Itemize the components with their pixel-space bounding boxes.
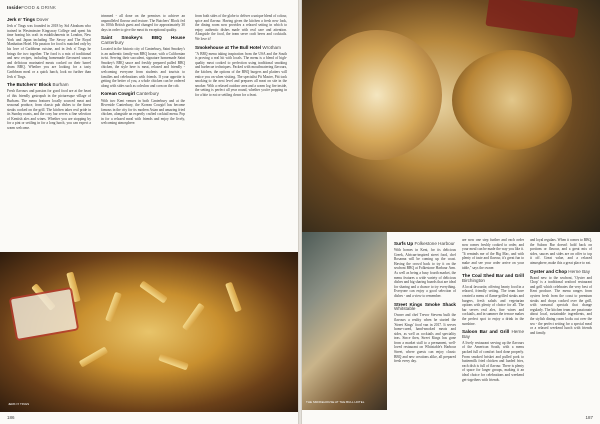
article-body: A local favourite, offering hearty food in a relaxed, friendly setting. The team have created a menu of flame-grilled steaks and burgers, fresh salads and vegetarian options with plenty of choice for all. The bar serves real ales, fine wines and cocktails, and in summer the terrace makes the perfect spot to enjoy a drink in the sunshine. bbox=[462, 284, 524, 326]
article-body: A lively restaurant serving up the flavours of the American South, with a menu packed full of comfort food done properly. From smoked brisket and pulled pork to buttermilk fried chicken and loaded fries, each dish is full of flavour. There is plenty of space for larger groups, making it an ideal choice for celebrations and weekend get-togethers with friends. bbox=[462, 340, 524, 382]
article-body: Located in the historic city of Canterbury, Saint Smokey's is an authentic family-run BBQ house, with a Californian twist. Serving their succulent, signature homemade Saint Smokey's BBQ sauce and freshly prepared pulled BBQ chicken, the style here is meat, relaxed and friendly - welcoming everyone from students and tourists to families and celebrations with friends. If your appetite is getting the better of you, a whole chicken can be ordered along with sides such as coleslaw and corn on the cob. bbox=[101, 47, 185, 88]
running-head-section: Inside bbox=[7, 5, 22, 10]
page-number: 187 bbox=[585, 415, 593, 420]
page-number: 186 bbox=[7, 415, 15, 420]
newspaper-wrap bbox=[9, 287, 80, 341]
article-body: With homes in Kent, for its delicious Greek, African-inspired street food, chef Rosanna will be coming up the coast. Having the crowd back to try it on the seafront BBQ at Folkestone Harbour Arm. As well as being a busy fourth market, the menu features a wide variety of delicious dishes and big sharing boards that are ideal for sharing and a chance to try everything. Everyone can enjoy a good selection of dishes - and a view to remember. bbox=[394, 248, 456, 299]
article-heading: Saloon Bar and Grill Herne Bay bbox=[462, 329, 524, 339]
photo-caption: JERK N' TINGS bbox=[8, 402, 30, 406]
article-body: are now one step further and each order now comes freshly cooked to order, and your meal can be made the way you like it. "It reminds me of the Big Mac, and with plenty of taste and flavour, it's great fun to make and see your order arrive on your table," says the owner. bbox=[462, 238, 524, 270]
article-heading: Saint Smokey's BBQ House Canterbury bbox=[101, 35, 185, 45]
venue-photo bbox=[302, 232, 387, 410]
article-heading: Street Kings Smoke Shack Whitstable bbox=[394, 301, 456, 312]
article-column-3 bbox=[195, 14, 287, 101]
article-heading: Smokehouse at The Bull Hotel Wrotham bbox=[195, 44, 281, 50]
sauce-dish bbox=[485, 0, 578, 38]
running-head-category: FOOD & DRINK bbox=[21, 5, 57, 10]
article-heading: Oyster and Chop Herne Bay bbox=[530, 268, 591, 274]
right-page bbox=[302, 0, 600, 424]
plate bbox=[452, 50, 572, 150]
article-body: trimmed - all done on the premises to achieve an unparalleled flavour and texture. The Butchers' Block fed its 100th British guest and changed for approximately 30 days in order to give the meat its exceptional quality. bbox=[101, 14, 185, 32]
article-column-1 bbox=[7, 14, 91, 134]
article-body: from both sides of the globe to deliver a unique blend of colour, spice and flavour. Having given the kitchen a fresh new look, the dining room now provides a relaxed setting in which to enjoy authentic dishes made with real care and attention. Alongside the food, the team serve craft beers and cocktails. We love it! bbox=[195, 14, 287, 41]
article-heading: The Coal Shed Bar and Grill Birchington bbox=[462, 273, 524, 283]
article-column-5 bbox=[462, 238, 524, 385]
article-heading: Surfs Up Folkestone Harbour bbox=[394, 241, 455, 246]
left-page bbox=[0, 0, 298, 424]
article-column-6 bbox=[530, 238, 592, 338]
article-body: With two Kent venues in both Canterbury and at the Riverside Canterbury, the Korean Cowgirl has become famous in the city for its modern Asian and amazing fried chicken, alongside an expertly crafted cocktail menu. Pop in for a relaxed meal with friends and enjoy the lively, welcoming atmosphere. bbox=[101, 98, 185, 126]
bowl bbox=[312, 30, 442, 160]
article-column-2 bbox=[101, 14, 185, 129]
article-heading: Korean Cowgirl Canterbury bbox=[101, 91, 159, 97]
photo-caption: THE SMOKEHOUSE AT THE BULL HOTEL bbox=[306, 400, 365, 404]
article-column-4 bbox=[394, 238, 456, 367]
article-body: Owner and chef Trevor Stevens built the flavours a reality when he started the 'Street Kings' food van in 2017. It serves home-cured, hand-smoked meats and sides, as well as cocktails and speciality teas. Since then, Street Kings has gone from a market stall to a permanent, well-loved restaurant on Whitstable's Harbour Street, where guests can enjoy classic BBQ and new creations alike, all prepared fresh every day. bbox=[394, 313, 456, 364]
fries-photo bbox=[0, 252, 298, 412]
article-body: and loyal regulars. When it comes to BBQ, the Saloon Bar doesn't hold back on portions or flavour, and a great mix of sides, sauces and sides are on offer to top it off. Great value, and a relaxed atmosphere, make this a great place to eat. bbox=[530, 238, 592, 265]
article-body: Jerk n' Tings was founded in 2018 by Sid Abraham who trained in Westminster Kingsway College and spent his time honing his craft in establishments in London, New York and Japan including The Savoy and The Royal Manhattan Hotel. His passion for food is matched only by his love of Caribbean cuisine, and in Jerk n' Tings he brings the two together. The food is a mix of traditional and new recipes, including homemade flavoured sauces and delicious marinated meats cooked on their barrel drum BBQ. Whether you are looking for a tasty Caribbean meal or a quick lunch, look no further than Jerk n' Tings. bbox=[7, 24, 91, 79]
bbq-dish-photo bbox=[302, 0, 600, 232]
article-body: Brand new to the seafront, 'Oyster and Chop' is a traditional seafood restaurant and grill which celebrates the very best of Kent produce. The menu ranges from oysters fresh from the coast to premium steaks and chops cooked over the grill, with seasonal specials that change regularly. The kitchen team are passionate about local, sustainable ingredients, and the stylish dining room looks out over the sea - the perfect setting for a special meal or a relaxed weekend lunch with friends and family. bbox=[530, 275, 592, 335]
article-heading: Jerk n' Tings Dover bbox=[7, 17, 49, 22]
running-head bbox=[7, 5, 56, 10]
article-body: Fresh flavours and passion for good food are at the heart of this friendly gastropub in the picturesque village of Burham. The menu features locally sourced meat and seasonal produce, from classic pub dishes to the finest steaks cooked on the grill. The kitchen takes real pride in its Sunday roasts, and the cosy bar serves a fine selection of Kentish ales and wines. Whether you are stopping by for a pint or settling in for a long lunch, you can expect a warm welcome. bbox=[7, 89, 91, 131]
article-body: "A BBQ menu taking inspiration from the USA and the South is proving a real hit with locals. The menu is a blend of high-quality meat cooked to perfection using traditional smoking and barbecue techniques. Packed with mouthwatering flavours, the kitchen, the options of the BBQ burgers and platters will entice you on when visiting. The specialist Pit Master, Pitt took smoking to the next level and prepares all meat on site in the smoker. With a relaxed outdoor area and a warm log fire inside, the setting is perfect all year round, whether you're popping in for a bite to eat or settling down for a feast. bbox=[195, 51, 287, 97]
article-heading: The Butchers' Block Burham bbox=[7, 82, 69, 88]
